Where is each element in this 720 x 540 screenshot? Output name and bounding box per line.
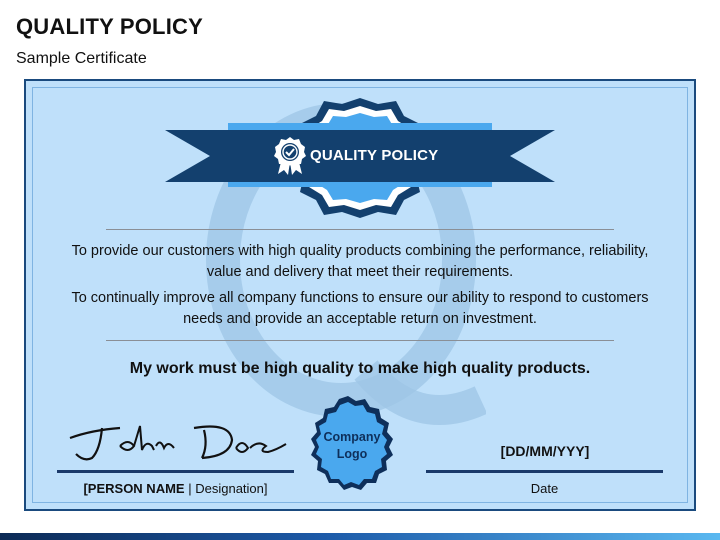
page-subtitle: Sample Certificate — [16, 50, 147, 67]
designation: Designation] — [195, 481, 268, 496]
date-value: [DD/MM/YYY] — [500, 443, 590, 459]
caption-separator: | — [188, 481, 192, 496]
seal-line-1: Company — [323, 430, 381, 444]
policy-paragraph-1: To provide our customers with high quality products combining the performance, reliability, value and delivery that meet their requirements. — [71, 243, 649, 280]
bottom-divider — [106, 340, 614, 341]
motto-text: My work must be high quality to make high quality products. — [129, 360, 591, 377]
award-badge-icon — [273, 136, 307, 176]
ribbon-title: QUALITY POLICY — [310, 147, 439, 164]
date-label: Date — [530, 481, 559, 496]
person-name: [PERSON NAME — [83, 481, 185, 496]
date-line — [426, 470, 663, 473]
signature-image — [62, 416, 292, 466]
company-logo-text — [312, 429, 392, 463]
bottom-accent-bar — [0, 533, 720, 540]
signature-line — [57, 470, 294, 473]
signatory-caption — [57, 481, 294, 496]
seal-line-2: Logo — [336, 447, 368, 461]
page-title: QUALITY POLICY — [16, 14, 203, 39]
policy-paragraph-2: To continually improve all company functions to ensure our ability to respond to customers needs and provide an acceptable return on investment. — [71, 290, 649, 327]
top-divider — [106, 229, 614, 230]
